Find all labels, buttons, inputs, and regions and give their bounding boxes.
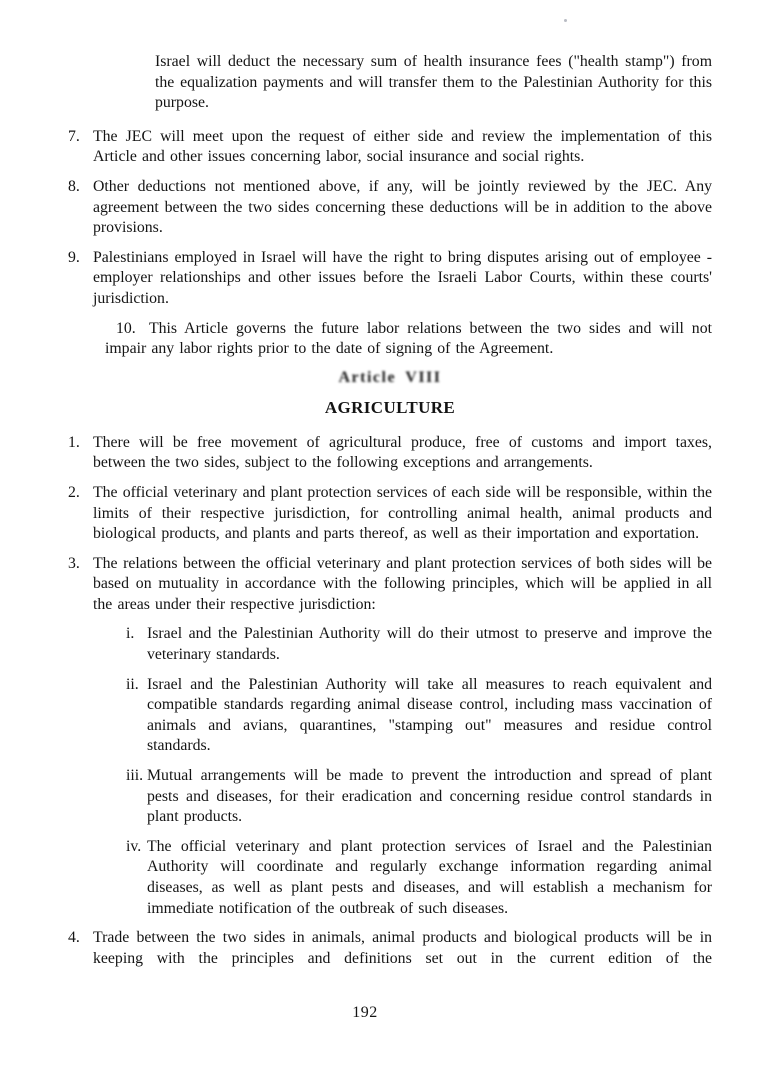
list-item-8 (68, 177, 712, 239)
item-marker: 10. (116, 319, 136, 337)
item-text: Trade between the two sides in animals, animal products and biological products will be in keeping with the principles and definitions set out in the current edition of the (93, 929, 712, 967)
list-item-9 (68, 248, 712, 310)
scan-artifact-speck (564, 19, 567, 22)
item-marker: 4. (68, 929, 80, 947)
item-text: Other deductions not mentioned above, if any, will be jointly reviewed by the JEC. Any agreement between the two sides concerning these deductions will be in addition to the above provisions. (93, 177, 712, 237)
list-item-7 (68, 127, 712, 168)
item-text: Israel and the Palestinian Authority will take all measures to reach equivalent and compatible standards regarding animal disease control, including mass vaccination of animals and avians, quarantines, "stamping out" measures and residue control standards. (147, 675, 712, 755)
item-marker: iv. (126, 837, 142, 855)
item-text: The official veterinary and plant protection services of Israel and the Palestinian Authority will coordinate and regularly exchange information regarding animal diseases, as well as plant pests and diseases, and will establish a mechanism for immediate notification of the outbreak of such diseases. (147, 837, 712, 917)
list-item-1 (68, 433, 712, 474)
list-item-2 (68, 483, 712, 545)
list-item-10 (68, 319, 712, 360)
item-text: The official veterinary and plant protection services of each side will be responsible, within the limits of their respective jurisdiction, for controlling animal health, animal products and biological products, and plants and parts thereof, as well as their importation and exportation. (93, 483, 712, 543)
sub-item-iv (126, 837, 712, 919)
item-marker: i. (126, 625, 135, 643)
item-marker: 7. (68, 127, 80, 145)
item-marker: iii. (126, 767, 144, 785)
sub-item-ii (126, 675, 712, 757)
continuation-paragraph: Israel will deduct the necessary sum of health insurance fees ("health stamp") from the equalization payments and will transfer them to the Palestinian Authority for this purpose. (155, 53, 712, 112)
item-text: There will be free movement of agricultural produce, free of customs and import taxes, between the two sides, subject to the following exceptions and arrangements. (93, 433, 712, 472)
article-heading: Article VIII (338, 368, 442, 386)
item-marker: 1. (68, 433, 80, 451)
item-marker: ii. (126, 675, 139, 693)
sub-item-iii (126, 766, 712, 828)
list-item-4 (68, 928, 712, 969)
item-text: Mutual arrangements will be made to prevent the introduction and spread of plant pests and diseases, for their eradication and concerning residue control standards in plant products. (147, 767, 712, 826)
item-marker: 8. (68, 177, 80, 195)
page-number: 192 (352, 1004, 378, 1021)
item-marker: 3. (68, 554, 80, 572)
section-title: AGRICULTURE (324, 397, 456, 417)
sub-item-i (126, 624, 712, 665)
item-text: The JEC will meet upon the request of either side and review the implementation of this Article and other issues concerning labor, social insurance and social rights. (93, 127, 712, 166)
item-marker: 9. (68, 248, 80, 266)
item-text: Israel and the Palestinian Authority will do their utmost to preserve and improve the veterinary standards. (147, 625, 712, 664)
item-marker: 2. (68, 483, 80, 501)
list-item-3 (68, 554, 712, 616)
item-text: Palestinians employed in Israel will have the right to bring disputes arising out of employee - employer relationships and other issues before the Israeli Labor Courts, within these courts' jurisdiction. (93, 248, 712, 307)
item-text: This Article governs the future labor relations between the two sides and will not impair any labor rights prior to the date of signing of the Agreement. (105, 319, 712, 358)
item-text: The relations between the official veterinary and plant protection services of both sides will be based on mutuality in accordance with the following principles, which will be applied in all the areas under their respective jurisdiction: (93, 554, 712, 613)
